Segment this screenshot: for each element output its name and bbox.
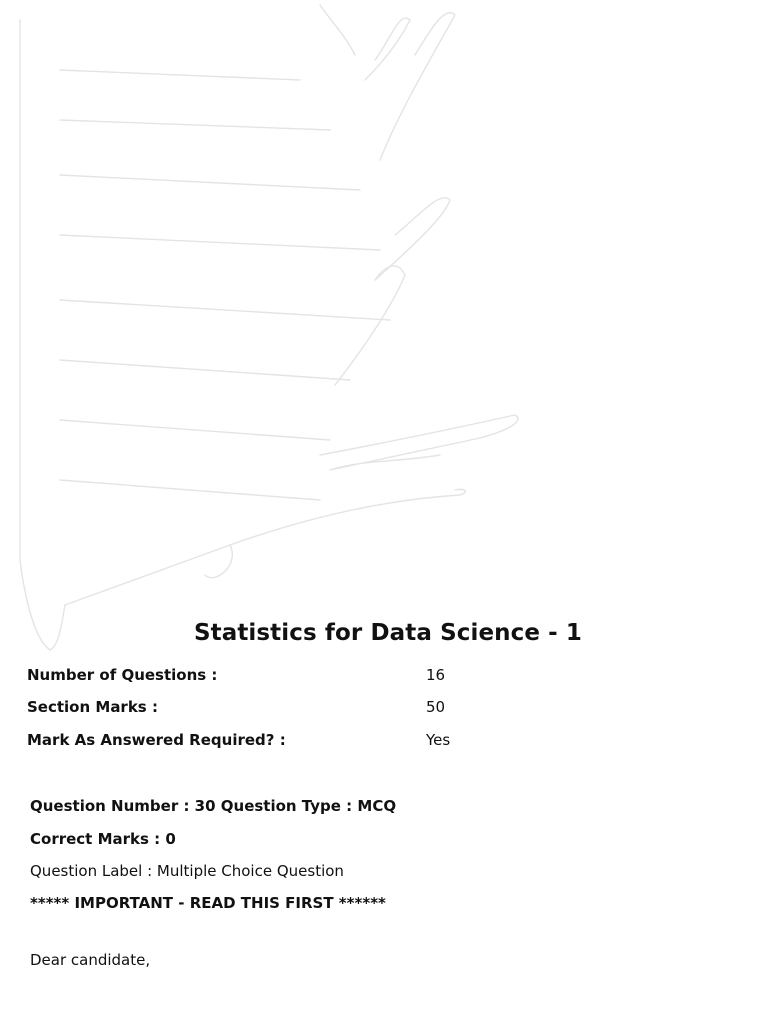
meta-row-section-marks	[27, 698, 727, 720]
meta-label: Mark As Answered Required? :	[27, 731, 286, 749]
scribble-watermark	[0, 0, 560, 660]
question-label: Question Label : Multiple Choice Question	[30, 862, 344, 880]
section-title: Statistics for Data Science - 1	[193, 620, 583, 646]
meta-row-mark-as-answered	[27, 731, 727, 753]
meta-row-number-of-questions	[27, 666, 727, 688]
meta-value: 50	[426, 698, 446, 716]
meta-value: 16	[426, 666, 446, 684]
greeting: Dear candidate,	[30, 951, 151, 969]
question-header: Question Number : 30 Question Type : MCQ	[30, 797, 397, 815]
meta-value: Yes	[426, 731, 451, 749]
meta-label: Number of Questions :	[27, 666, 218, 684]
important-notice: ***** IMPORTANT - READ THIS FIRST ******	[30, 894, 386, 912]
correct-marks: Correct Marks : 0	[30, 830, 176, 848]
meta-label: Section Marks :	[27, 698, 158, 716]
